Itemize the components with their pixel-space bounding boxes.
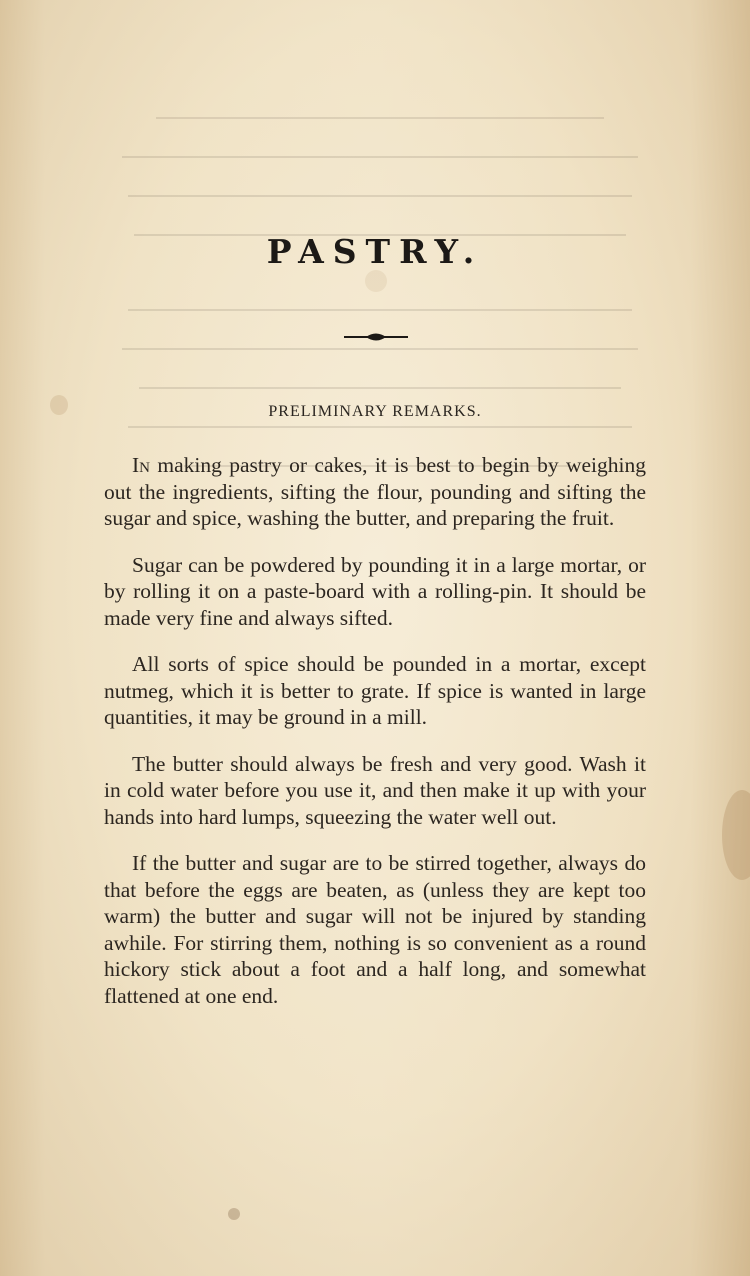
paragraph-text: If the butter and sugar are to be stirred together, always do that before the eggs are beaten, as (unless they are kept too warm) the butter and sugar will not be injured by standing awhile. For stirring them, nothing is so convenient as a round hickory stick about a foot and a half long, and somewhat flattened at one end. [104,851,646,1008]
section-heading: PRELIMINARY REMARKS. [268,403,482,420]
page-title: PASTRY. [266,232,484,271]
paragraph [104,651,646,731]
paragraph-lead: In [132,453,150,477]
paper-stain [722,790,750,880]
paragraph [104,850,646,1009]
decorative-rule [342,330,410,344]
paragraph-text: making pastry or cakes, it is best to begin by weighing out the ingredients, sifting the flour, pounding and sifting the sugar and spice, washing the butter, and preparing the fruit. [104,453,646,530]
paragraph [104,751,646,831]
paragraph-text: All sorts of spice should be pounded in a mortar, except nutmeg, which it is better to grate. If spice is wanted in large quantities, it may be ground in a mill. [104,652,646,729]
paragraph [104,452,646,532]
paragraph-text: The butter should always be fresh and very good. Wash it in cold water before you use it, and then make it up with your hands into hard lumps, squeezing the water well out. [104,751,646,829]
paper-stain [365,270,387,292]
body-text [104,452,646,1029]
paragraph-text: Sugar can be powdered by pounding it in a large mortar, or by rolling it on a paste-board with a rolling-pin. It should be made very fine and always sifted. [104,552,646,630]
paragraph [104,552,646,632]
paper-stain [228,1208,240,1220]
